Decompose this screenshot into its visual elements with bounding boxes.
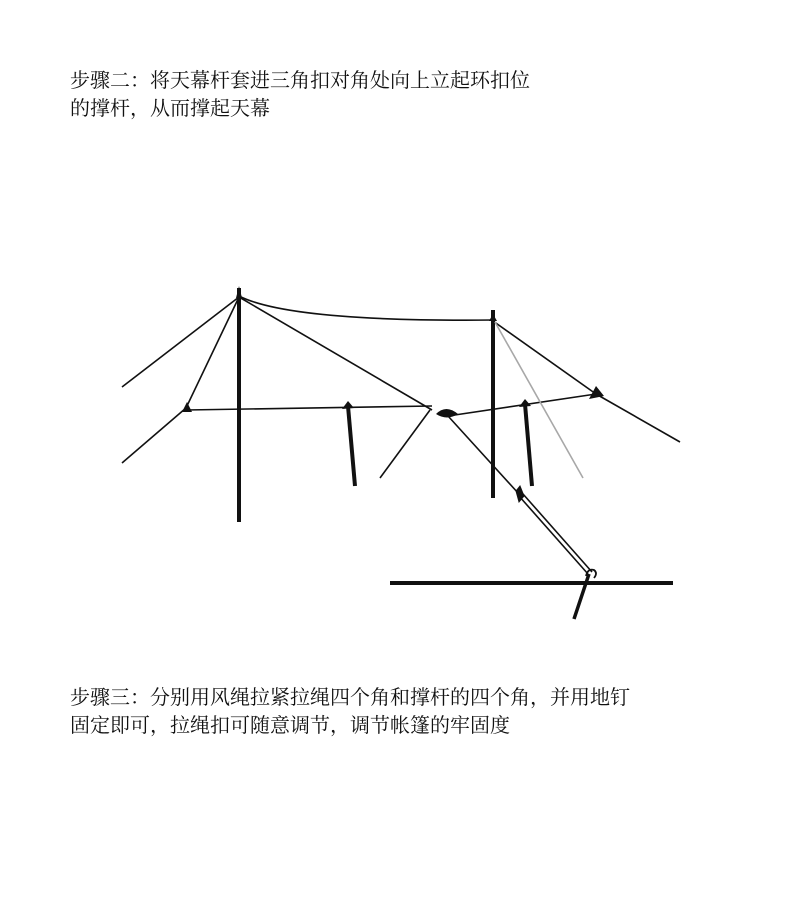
step-three-line-2: 固定即可，拉绳扣可随意调节，调节帐篷的牢固度 (70, 713, 510, 737)
right-pole-to-right-corner (493, 321, 596, 394)
left-main-pole-tip (236, 286, 242, 298)
left-guy-line-lower (122, 408, 186, 463)
right-guy-line (596, 394, 680, 442)
guy-rope-inner (523, 494, 592, 572)
ground-stake (574, 574, 589, 619)
gray-guide-line (495, 322, 583, 478)
left-pole-to-left-corner (186, 297, 239, 408)
support-pole-left (348, 406, 355, 486)
step-three-line-1: 步骤三：分别用风绳拉紧拉绳四个角和撑杆的四个角，并用地钉 (70, 685, 630, 709)
step-two-line-1: 步骤二：将天幕杆套进三角扣对角处向上立起环扣位 (70, 68, 530, 92)
center-ring-buckle (436, 409, 458, 418)
left-corner-triangle-buckle (182, 402, 192, 412)
left-guy-line-upper (122, 297, 239, 387)
tarp-front-edge-left (186, 406, 432, 410)
center-guy-line (448, 416, 519, 494)
support-pole-right (525, 404, 532, 486)
step-two-line-2: 的撑杆，从而撑起天幕 (70, 96, 270, 120)
step-three-instruction (70, 683, 630, 739)
support-pole-left-tip (342, 401, 354, 409)
right-main-pole-tip (489, 314, 497, 321)
support-pole-right-tip (519, 399, 531, 407)
guy-rope-outer (519, 496, 588, 574)
tarp-top-edge (239, 296, 493, 320)
center-guy-line-left (380, 410, 430, 478)
tarp-diagonal-edge (239, 297, 432, 410)
